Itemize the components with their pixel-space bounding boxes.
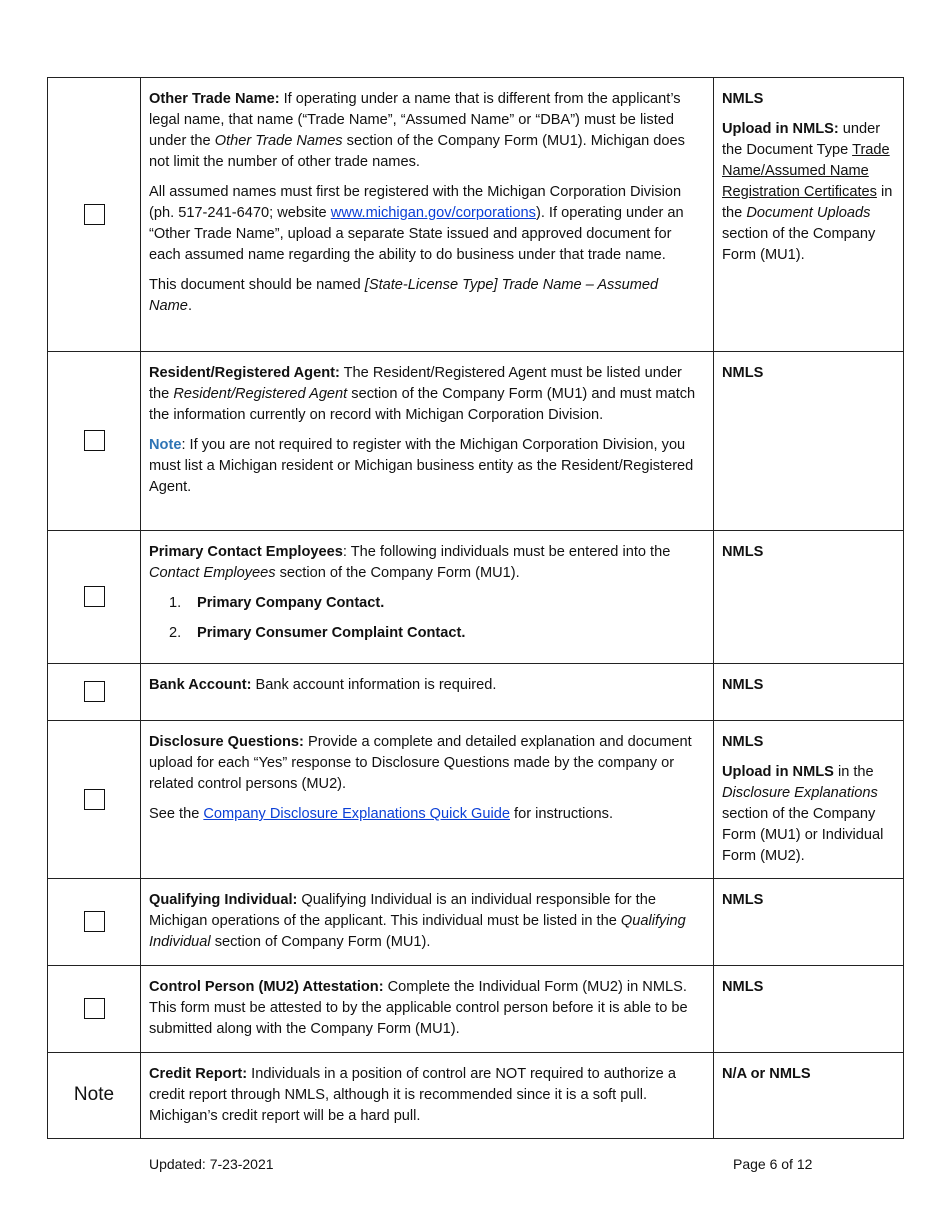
checkbox-cell	[48, 879, 141, 966]
table-row-bank-account	[48, 664, 904, 721]
system-cell: NMLS Upload in NMLS in the Disclosure Explanations section of the Company Form (MU1) or Individual Form (MU2).	[714, 721, 904, 879]
footer-updated-date: Updated: 7-23-2021	[149, 1156, 274, 1172]
checkbox-contact-employees[interactable]	[84, 586, 105, 607]
note-cell	[48, 1053, 141, 1139]
corporations-link[interactable]: www.michigan.gov/corporations	[330, 205, 536, 221]
system-label: NMLS	[722, 544, 764, 560]
checkbox-cell	[48, 721, 141, 879]
note-label: Note	[73, 1084, 115, 1105]
requirements-table	[47, 77, 904, 1139]
system-cell: NMLS Upload in NMLS: under the Document Type Trade Name/Assumed Name Registration Certificates in the Document Uploads section of the Company Form (MU1).	[714, 78, 904, 352]
checkbox-control-person[interactable]	[84, 998, 105, 1019]
checkbox-registered-agent[interactable]	[84, 430, 105, 451]
system-cell	[714, 531, 904, 664]
list-item: 1. Primary Company Contact.	[169, 595, 385, 611]
note-label: Note	[149, 437, 182, 453]
disclosure-guide-link[interactable]: Company Disclosure Explanations Quick Guide	[203, 806, 510, 822]
system-label: NMLS	[722, 892, 764, 908]
system-cell	[714, 966, 904, 1053]
system-cell	[714, 664, 904, 721]
contact-list	[149, 593, 705, 644]
row-title: Resident/Registered Agent:	[149, 365, 340, 381]
table-row-contact-employees	[48, 531, 904, 664]
description-cell: Control Person (MU2) Attestation: Complete the Individual Form (MU2) in NMLS. This form must be attested to by the applicable control person before it is able to be submitted along with the Company Form (MU1).	[141, 966, 714, 1053]
table-row-registered-agent	[48, 352, 904, 531]
description-cell: Qualifying Individual: Qualifying Individual is an individual responsible for the Michigan operations of the applicant. This individual must be listed in the Qualifying Individual section of Company Form (MU1).	[141, 879, 714, 966]
system-label: NMLS	[722, 979, 764, 995]
system-label: N/A or NMLS	[722, 1066, 811, 1082]
row-title: Disclosure Questions:	[149, 734, 304, 750]
system-label: NMLS	[722, 677, 764, 693]
row-title: Bank Account:	[149, 677, 252, 693]
checkbox-bank-account[interactable]	[84, 681, 105, 702]
checkbox-cell	[48, 352, 141, 531]
system-label: NMLS	[722, 365, 764, 381]
description-cell: Resident/Registered Agent: The Resident/Registered Agent must be listed under the Resident/Registered Agent section of the Company Form (MU1) and must match the information currently on record with Michigan Corporation Division. Note: If you are not required to register with the Michigan Corporation Division, you must list a Michigan resident or Michigan business entity as the Resident/Registered Agent.	[141, 352, 714, 531]
description-cell	[141, 78, 714, 352]
checkbox-disclosure-questions[interactable]	[84, 789, 105, 810]
row-title: Qualifying Individual:	[149, 892, 298, 908]
paragraph: Other Trade Name: If operating under a name that is different from the applicant’s legal name, that name (“Trade Name”, “Assumed Name” or “DBA”) must be listed under the Other Trade Names section of the Company Form (MU1). Michigan does not limit the number of other trade names.	[149, 91, 685, 170]
system-cell	[714, 1053, 904, 1139]
paragraph: This document should be named [State-License Type] Trade Name – Assumed Name.	[149, 277, 659, 314]
system-label: NMLS	[722, 734, 764, 750]
table-row-credit-report	[48, 1053, 904, 1139]
table-row-qualifying-individual	[48, 879, 904, 966]
checkbox-cell	[48, 966, 141, 1053]
system-label: NMLS	[722, 91, 764, 107]
checkbox-cell	[48, 664, 141, 721]
table-row-trade-name	[48, 78, 904, 352]
checkbox-qualifying-individual[interactable]	[84, 911, 105, 932]
row-title: Primary Contact Employees	[149, 544, 343, 560]
footer-page-number: Page 6 of 12	[733, 1156, 813, 1172]
system-cell	[714, 879, 904, 966]
list-item: 2. Primary Consumer Complaint Contact.	[169, 625, 466, 641]
description-cell: Primary Contact Employees: The following individuals must be entered into the Contact Employees section of the Company Form (MU1). 1. Primary Company Contact. 2. Primary Consumer Complaint Contact.	[141, 531, 714, 664]
system-cell	[714, 352, 904, 531]
description-cell: Credit Report: Individuals in a position of control are NOT required to authorize a credit report through NMLS, although it is recommended since it is a soft pull. Michigan’s credit report will be a hard pull.	[141, 1053, 714, 1139]
row-title: Other Trade Name:	[149, 91, 280, 107]
description-cell: Disclosure Questions: Provide a complete and detailed explanation and document upload for each “Yes” response to Disclosure Questions made by the company or related control persons (MU2). See the Company Disclosure Explanations Quick Guide for instructions.	[141, 721, 714, 879]
row-title: Control Person (MU2) Attestation:	[149, 979, 384, 995]
table-row-control-person	[48, 966, 904, 1053]
row-title: Credit Report:	[149, 1066, 248, 1082]
checkbox-cell	[48, 531, 141, 664]
paragraph: All assumed names must first be registered with the Michigan Corporation Division (ph. 517-241-6470; website www.michigan.gov/corporations). If operating under an “Other Trade Name”, upload a separate State issued and approved document for each assumed name regarding the ability to do business under that trade name.	[149, 184, 684, 263]
checkbox-trade-name[interactable]	[84, 204, 105, 225]
checkbox-cell	[48, 78, 141, 352]
table-row-disclosure-questions	[48, 721, 904, 879]
description-cell: Bank Account: Bank account information is required.	[141, 664, 714, 721]
